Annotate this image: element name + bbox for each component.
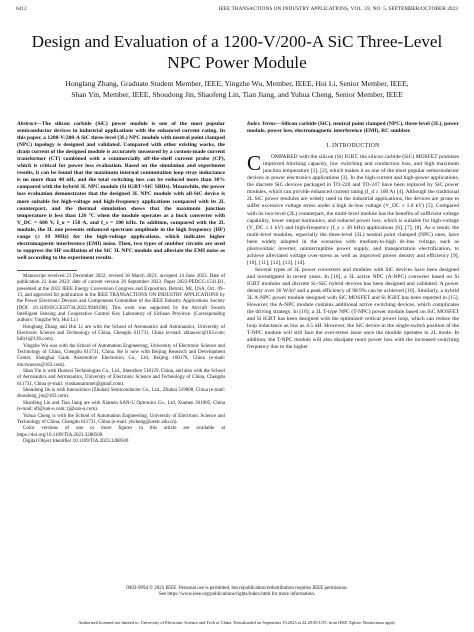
paper-title: Design and Evaluation of a 1200-V/200-A SiC Three-Level NPC Power Module	[31, 32, 443, 72]
author-list	[24, 78, 450, 100]
license-footer: Authorized licensed use limited to: University of Electronic Science and Tech of China. Downloaded on September 19,2023 at 22:28:58 UTC from IEEE Xplore. Restrictions apply.	[78, 620, 396, 625]
footnote-affiliation: Shaofeng Lin and Tian Jiang are with Xiamen SAN-U Optronics Co., Ltd, Xiamen 361005, China (e-mail: sfl@san-u.com; tj@san-u.com).	[17, 400, 225, 413]
index-terms	[247, 121, 459, 135]
page-number: 6412	[16, 6, 27, 12]
footnote-affiliation: Yuhua Cheng is with the School of Automation Engineering, University of Electronic Science and Technology of China, Chengdu 611731, China (e-mail: yhcheng@uestc.edu.cn).	[17, 413, 225, 425]
intro-paragraph-1-text: OMPARED with the silicon (Si) IGBT, the silicon carbide (SiC) MOSFET promises improved blocking capacity, low switching and conduction loss, and high maximum junction temperature [1], [2], which makes it as one of the most popular semiconductor devices in power electronics applications [3]. In the high-current and high-power applications, the discrete SiC devices packaged in TO-220 and TO-247 have been replaced by SiC power modules, which can provide enhanced current rating (I_d ≥ 100 A) [4]. Although the traditional 2L SiC power modules are widely used in the industrial applications, the devices are prone to suffer excessive voltage stress under a high dc-bus voltage (V_DC ≥ 1.0 kV) [5]. Compared with its two-level (2L) counterpart, the multi-level module has the benefits of sufficient voltage capability, lower output harmonics, and reduced power loss, which is suitable for high-voltage (V_DC ≥ 1 kV) and high-frequency (f_s ≥ 30 kHz) applications [6], [7], [8]. As a result, the multi-level modules, especially the three-level (3L) neutral point clamped (NPC) ones, have been widely adopted in the scenarios with medium-to-high dc-bus voltage, such as photovoltaic inverter, uninterruptible power supply, and transportation electrification, to achieve alleviated voltage over-stress as well as improved power density and efficiency [9], [10], [11], [12], [13], [14].	[247, 154, 459, 266]
copyright-line-2: See https://www.ieee.org/publications/rights/index.html for more information.	[158, 592, 316, 598]
running-header	[16, 6, 458, 16]
footnote-affiliation: Shoudong Jin is with Innoscience (Zhuhai) Semiconductor Co., Ltd., Zhuhai 519000, China (e-mail: shoudong_jin@163.com).	[17, 388, 225, 400]
copyright-note	[60, 586, 414, 599]
section-heading: I. INTRODUCTION	[326, 143, 380, 150]
left-column	[17, 121, 225, 445]
author-line-2: Shan Yin, Member, IEEE, Shoudong Jin, Shaofeng Lin, Tian Jiang, and Yuhua Cheng, Senior Member, IEEE	[71, 90, 403, 99]
footnote-affiliation: Yingzhe Wu was with the School of Automation Engineering, University of Electronic Science and Technology of China, Chengdu 611731, China. He is now with Beijing Research and Development Center, Shanghai Gauk Automotive Electronics Co., Ltd, Beijing 100176, China (e-mail: micrwuesto@163.com).	[17, 343, 225, 368]
footnote-affiliation: Honglang Zhang and Hui Li are with the School of Aeronautics and Astronautics, University of Electronic Science and Technology of China, Chengdu 611731, China (e-mail: zhhaoxic@163.com; lullyli@126.com).	[17, 324, 225, 343]
journal-name: IEEE TRANSACTIONS ON INDUSTRY APPLICATIONS, VOL. 59, NO. 5, SEPTEMBER/OCTOBER 2023	[218, 6, 458, 12]
author-line-1: Honglang Zhang, Graduate Student Member, IEEE, Yingzhe Wu, Member, IEEE, Hui Li, Senior Member, IEEE,	[65, 79, 409, 88]
drop-cap: C	[247, 151, 262, 176]
intro-paragraph-2: Several types of 3L power converters and modules with SiC devices have been designed and investigated in recent years. In [10], a 3L active NPC (A-NPC) converter based on Si IGBT modules and discrete Si+SiC hybrid devices has been designed and validated. A power density over 36 W/in³ and a peak efficiency of 98.9% can be achieved [10]. Similarly, a hybrid 3L A-NPC power module designed with SiC MOSFET and Si IGBT has been reported in [15]. However, the A-NPC module contains additional active switching devices, which complicates the driving strategy. In [16], a 3L T-type NPC (T-NPC) power module based on SiC MOSFET and Si IGBT has been designed with the optimized vertical power loop, which can reduce the loop inductance as low as 4.5 nH. However, the SiC device in the single-switch position of the T-NPC module will still face the over-stress issue once the module operates in 2L mode. In addition, the T-NPC module will also dissipate more power loss with the increased switching frequency due to the higher	[247, 266, 459, 351]
footnote-color-versions: Color versions of one or more figures in this article are available at https://doi.org/10.1109/TIA.2023.3288500.	[17, 426, 225, 438]
footnotes	[17, 270, 225, 445]
abstract-label: Abstract—	[17, 121, 42, 127]
footnote-doi: Digital Object Identifier 10.1109/TIA.2023.3288500	[23, 438, 129, 444]
copyright-line-1: 0093-9994 © 2023 IEEE. Personal use is permitted, but republication/redistribution requires IEEE permission.	[126, 586, 348, 591]
abstract	[17, 121, 225, 262]
index-terms-text: Silicon carbide (SiC), neutral point clamped (NPC), three-level (3L), power module, power loss, electromagnetic interference (EMI), RC snubber.	[247, 121, 459, 135]
right-column	[247, 121, 459, 351]
index-terms-label: Index Terms—	[247, 121, 282, 127]
footnote-affiliation: Shan Yin is with Huawei Technologies Co., Ltd., Shenzhen 518129, China, and also with the School of Aeronautics and Astronautics, University of Electronic Science and Technology of China, Chengdu 611731, China (e-mail: yinshansammel@gmail.com).	[17, 369, 225, 387]
intro-paragraph-1	[247, 151, 459, 267]
abstract-text: The silicon carbide (SiC) power module is one of the most popular semiconductor devices in industrial applications with the enhanced current rating. In this paper, a 1200-V/200-A SiC three-level (3L) NPC module with neutral point clamped (NPC) topology is designed and validated. Compared with other existing works, the drain current of the designed module is accurately measured by a custom-made current transformer (CT) combined with a commercially off-the-shelf current probe (CP), which is critical for power loss evaluation. Based on the simulation and experiment results, it can be found that the maximum internal commutation loop stray inductance is no more than 40 nH, and the total switching loss can be reduced more than 30% compared with the hybrid 3L NPC module (Si IGBT+SiC SBDs). Meanwhile, the power loss evaluation demonstrates that the designed 3L NPC module with all-SiC device is more suitable for high-voltage and high-frequency applications compared with its 2L counterpart, and the thermal simulation shows that the maximum junction temperature is less than 126 °C when the module operates as a buck converter with V_DC = 600 V, I_o = 150 A, and f_s = 100 kHz. In addition, compared with the 2L module, the 3L one presents enhanced spectrum amplitude in the high frequency (HF) range (≥ 10 MHz) for the high-voltage applications, which indicates higher electromagnetic interference (EMI) noise. Then, two types of snubber circuits are used to suppress the HF oscillation of the SiC 3L NPC module and alleviate the EMI noise as well according to the experiment results.	[17, 121, 225, 261]
footnote-manuscript: Manuscript received 23 December 2022; revised 18 March 2023; accepted 14 June 2023. Date of publication 22 June 2023; date of current version 20 September 2023. Paper 2022-PEDCC-1541.R1, presented at the 2022 IEEE Energy Conversion Congress and Exposition, Detroit, MI, USA, Oct. 09–13, and approved for publication in the IEEE TRANSACTIONS ON INDUSTRY APPLICATIONS by the Power Electronic Devices and Components Committee of the IEEE Industry Applications Society [DOI: 10.1109/ECCE50734.2022.9948198]. This work was supported by the Aircraft Swarm Intelligent Sensing and Cooperative Control Key Laboratory of Sichuan Province. (Corresponding authors: Yingzhe Wu; Hui Li.)	[17, 273, 225, 324]
